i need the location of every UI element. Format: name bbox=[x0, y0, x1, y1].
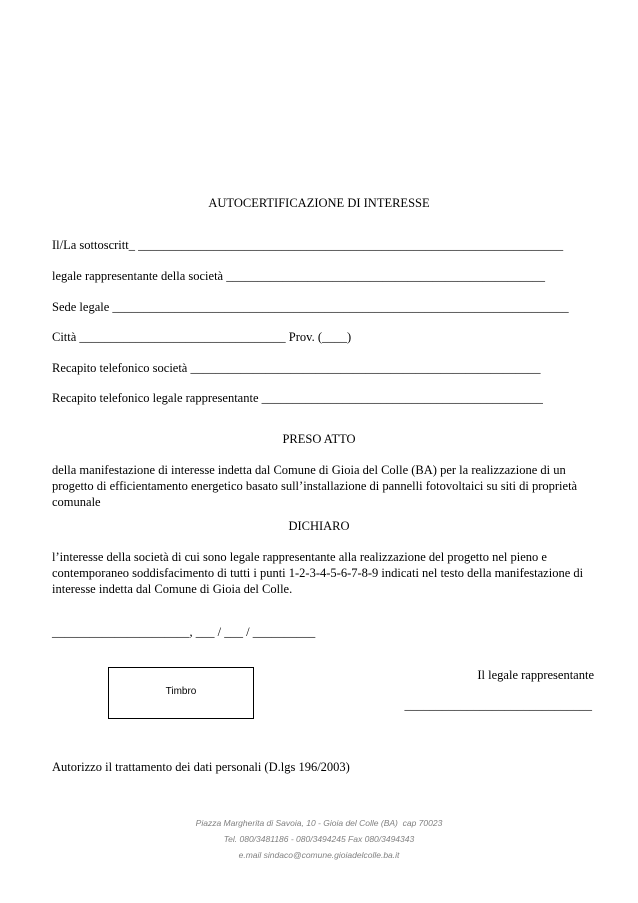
dichiaro-heading: DICHIARO bbox=[288, 519, 350, 533]
signature-label: Il legale rappresentante bbox=[477, 668, 594, 682]
field-legale-rappresentante-societa: legale rappresentante della società ___________________________________________________ bbox=[52, 269, 545, 283]
stamp-box bbox=[108, 667, 254, 719]
footer-address: Piazza Margherita di Savoia, 10 - Gioia del Colle (BA) cap 70023 bbox=[195, 818, 443, 828]
footer-email: e.mail sindaco@comune.gioiadelcolle.ba.it bbox=[238, 850, 400, 860]
stamp-label: Timbro bbox=[165, 686, 197, 697]
footer-phone: Tel. 080/3481186 - 080/3494245 Fax 080/3494343 bbox=[223, 834, 415, 844]
field-sede-legale: Sede legale _________________________________________________________________________ bbox=[52, 300, 569, 314]
field-citta-prov: Città _________________________________ Prov. (____) bbox=[52, 330, 352, 344]
field-recapito-societa: Recapito telefonico società ________________________________________________________ bbox=[52, 361, 541, 375]
document-title: AUTOCERTIFICAZIONE DI INTERESSE bbox=[208, 196, 430, 210]
date-line: ______________________, ___ / ___ / __________ bbox=[52, 625, 316, 639]
field-sottoscritto: Il/La sottoscritt_ ____________________________________________________________________ bbox=[52, 238, 564, 252]
signature-line: ______________________________ bbox=[404, 698, 592, 712]
field-recapito-legale-rappresentante: Recapito telefonico legale rappresentante _____________________________________________ bbox=[52, 391, 543, 405]
dichiaro-paragraph: l’interesse della società di cui sono legale rappresentante alla realizzazione del progetto nel pieno e contemporaneo soddisfacimento di tutti i punti 1-2-3-4-5-6-7-8-9 indicati nel testo della manifestazione di interesse indetta dal Comune di Gioia del Colle. bbox=[52, 550, 584, 596]
privacy-consent: Autorizzo il trattamento dei dati personali (D.lgs 196/2003) bbox=[52, 760, 350, 774]
preso-atto-heading: PRESO ATTO bbox=[282, 432, 356, 446]
preso-atto-paragraph: della manifestazione di interesse indetta dal Comune di Gioia del Colle (BA) per la realizzazione di un progetto di efficientamento energetico basato sull’installazione di pannelli fotovoltaici su siti di proprietà comunale bbox=[52, 463, 578, 509]
